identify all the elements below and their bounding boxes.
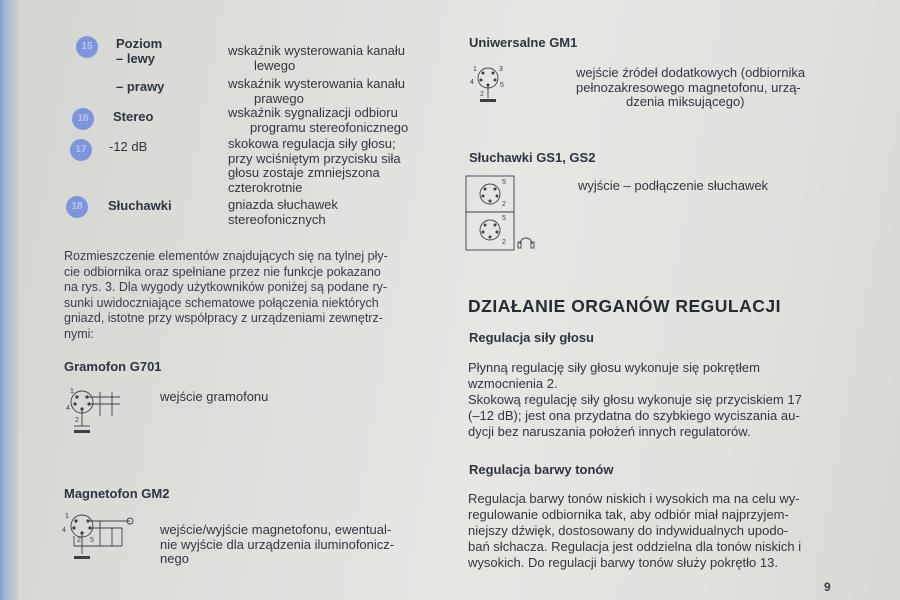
pin-label: 5 — [500, 82, 504, 89]
connector-title-magnetofon: Magnetofon GM2 — [64, 486, 170, 501]
volume-title: Regulacja siły głosu — [469, 330, 594, 345]
page-number: 9 — [824, 580, 831, 594]
desc-line: wyjście – podłączenie słuchawek — [578, 178, 769, 193]
connector-desc-sluchawki — [578, 179, 768, 194]
desc-line: pełnozakresowego magnetofonu, urzą- — [576, 79, 801, 95]
control-label-12db: -12 dB — [109, 139, 148, 154]
desc-line: przy wciśniętym przycisku siła — [228, 150, 401, 166]
desc-line: wejście źródeł dodatkowych (odbiornika — [576, 65, 806, 80]
desc-line: nego — [160, 551, 189, 566]
pin-label: 4 — [62, 527, 66, 534]
connector-title-gramofon: Gramofon G701 — [64, 359, 162, 374]
tone-body — [468, 491, 840, 571]
pin-label: 5 — [90, 537, 94, 544]
pin-label: 4 — [470, 79, 474, 86]
page-binding-edge — [0, 0, 18, 600]
desc-line: wskaźnik wysterowania kanału — [228, 43, 406, 58]
body-line: niejszy dźwięk, dostosowany do indywidualnych upodo- — [468, 523, 789, 538]
control-label-level: Poziom — [116, 36, 163, 51]
body-line: regulowanie odbiornika tak, aby odbiór miał najprzyjem- — [468, 507, 789, 522]
pin-label: 3 — [499, 66, 503, 73]
pin-label: 4 — [66, 405, 70, 412]
para-line: gniazd, istotne przy współpracy z urządzeniami zewnętrz- — [64, 311, 383, 325]
connector-desc-gramofon — [160, 390, 268, 405]
desc-line: skokowa regulacja siły głosu; — [228, 136, 396, 151]
volume-body — [468, 360, 840, 440]
sluchawki-din-diagram — [462, 172, 542, 262]
body-line: Regulacja barwy tonów niskich i wysokich ma na celu wy- — [468, 491, 800, 506]
pin-label: 1 — [65, 513, 69, 520]
para-line: nymi: — [64, 326, 94, 341]
pin-label: 2 — [75, 417, 79, 424]
desc-line: wskaźnik wysterowania kanału — [228, 76, 406, 91]
para-line: sunki uwidoczniające schematowe połączenia niektórych — [64, 295, 379, 310]
connector-title-uniwersalne: Uniwersalne GM1 — [469, 35, 578, 50]
desc-line: dzenia miksującego) — [626, 94, 745, 109]
para-line: na rys. 3. Dla wygody użytkowników poniżej są podane ry- — [64, 280, 388, 294]
desc-line: wskaźnik sygnalizacji odbioru — [228, 105, 398, 120]
body-line: Płynną regulację siły głosu wykonuje się pokrętłem — [468, 360, 760, 375]
pin-label: 2 — [480, 91, 484, 98]
desc-line: głosu zostaje zmniejszona — [228, 165, 380, 180]
pin-label: 2 — [77, 537, 81, 544]
pin-label: 5 — [502, 179, 506, 186]
pin-label: 2 — [502, 239, 506, 246]
desc-line: prawego — [254, 90, 304, 106]
pin-label: 2 — [502, 201, 506, 208]
desc-line: nie wyjście dla urządzenia iluminofonicz- — [160, 536, 395, 552]
pin-label: 5 — [502, 215, 506, 222]
badge-16: 16 — [72, 108, 94, 130]
desc-line: wejście/wyjście magnetofonu, ewentual- — [160, 522, 392, 537]
control-desc-12db — [228, 137, 401, 195]
intro-paragraph — [64, 249, 448, 342]
control-label-left: – lewy — [116, 51, 156, 66]
badge-18: 18 — [66, 196, 88, 218]
control-label-headphones: Słuchawki — [108, 198, 172, 213]
connector-title-sluchawki: Słuchawki GS1, GS2 — [469, 150, 596, 165]
connector-desc-magnetofon — [160, 523, 394, 567]
body-line: bań słchacza. Regulacja jest oddzielna dla tonów niskich i — [468, 539, 802, 554]
badge-17: 17 — [70, 139, 92, 161]
desc-line: programu stereofonicznego — [250, 119, 409, 135]
tone-title: Regulacja barwy tonów — [469, 462, 614, 477]
control-desc-headphones — [228, 198, 338, 227]
desc-line: wejście gramofonu — [160, 389, 269, 404]
pin-label: 1 — [473, 66, 477, 73]
desc-line: stereofonicznych — [228, 211, 326, 227]
para-line: cie odbiornika oraz spełniane przez nie funkcje pokazano — [64, 264, 381, 279]
control-label-right: – prawy — [116, 79, 165, 94]
desc-line: gniazda słuchawek — [228, 197, 338, 212]
connector-desc-uniwersalne — [576, 66, 805, 110]
body-line: Skokową regulację siły głosu wykonuje się przyciskiem 17 — [468, 392, 802, 407]
control-desc-right — [228, 77, 405, 106]
pin-label: 1 — [70, 388, 74, 395]
control-desc-left — [228, 44, 405, 73]
badge-15: 15 — [76, 36, 98, 58]
body-line: dycji bez naruszania położeń innych regulatorów. — [468, 424, 751, 439]
section-title: DZIAŁANIE ORGANÓW REGULACJI — [468, 296, 781, 316]
gramofon-din-diagram — [60, 380, 130, 440]
body-line: wysokich. Do regulacji barwy tonów służy pokrętło 13. — [468, 555, 778, 570]
magnetofon-din-diagram — [60, 506, 140, 568]
body-line: (–12 dB); jest ona przydatna do szybkiego wyciszania au- — [468, 408, 800, 423]
desc-line: czterokrotnie — [228, 179, 303, 195]
body-line: wzmocnienia 2. — [468, 376, 558, 391]
desc-line: lewego — [254, 57, 296, 73]
para-line: Rozmieszczenie elementów znajdujących się na tylnej pły- — [64, 249, 388, 263]
control-label-stereo: Stereo — [113, 109, 154, 124]
control-desc-stereo — [228, 106, 408, 135]
uniwersalne-din-diagram — [466, 58, 526, 104]
